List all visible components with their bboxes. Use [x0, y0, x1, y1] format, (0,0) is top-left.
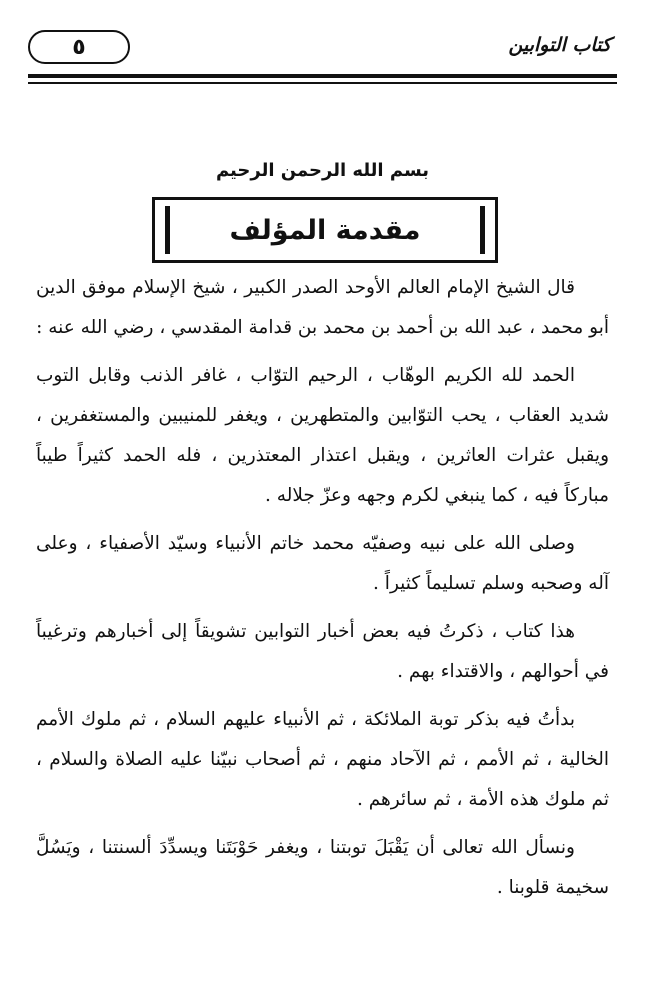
basmala: بسم الله الرحمن الرحيم	[215, 160, 430, 181]
paragraph-supplication: ونسأل الله تعالى أن يَقْبَلَ توبتنا ، ويغفر حَوْبَتَنا ويسدِّدَ ألسنتنا ، ويَسُلَّ سخيمة قلوبنا .	[36, 837, 609, 898]
section-title: مقدمة المؤلف	[229, 214, 421, 246]
running-title: كتاب التوابين	[508, 34, 611, 56]
page-number: ٥	[28, 30, 130, 64]
paragraph-attribution: قال الشيخ الإمام العالم الأوحد الصدر الكبير ، شيخ الإسلام موفق الدين أبو محمد ، عبد الله بن أحمد بن محمد بن قدامة المقدسي ، رضي الله عنه :	[36, 277, 609, 338]
section-title-frame-inner	[165, 206, 485, 254]
paragraph-praise: الحمد لله الكريم الوهّاب ، الرحيم التوّاب ، غافر الذنب وقابل التوب شديد العقاب ، يحب التوّابين والمتطهرين ، ويغفر للمنيبين والمستغفرين ، ويقبل عثرات العاثرين ، ويقبل اعتذار المعتذرين ، فله الحمد كثيراً طيباً مباركاً فيه ، كما ينبغي لكرم وجهه وعزّ جلاله .	[36, 365, 609, 506]
paragraph-order: بدأتُ فيه بذكر توبة الملائكة ، ثم الأنبياء عليهم السلام ، ثم ملوك الأمم الخالية ، ثم الأمم ، ثم الآحاد منهم ، ثم أصحاب نبيّنا عليه الصلاة والسلام ، ثم ملوك هذه الأمة ، ثم سائرهم .	[36, 709, 609, 810]
page-header	[28, 28, 617, 72]
header-rule-thin	[28, 82, 617, 84]
body-text	[36, 268, 609, 908]
section-title-frame	[152, 197, 498, 263]
paragraph-purpose: هذا كتاب ، ذكرتُ فيه بعض أخبار التوابين تشويقاً إلى أخبارهم وترغيباً في أحوالهم ، والاقتداء بهم .	[36, 621, 609, 682]
header-rule-thick	[28, 74, 617, 78]
paragraph-salutation: وصلى الله على نبيه وصفيّه محمد خاتم الأنبياء وسيّد الأصفياء ، وعلى آله وصحبه وسلم تسليماً كثيراً .	[36, 533, 609, 594]
